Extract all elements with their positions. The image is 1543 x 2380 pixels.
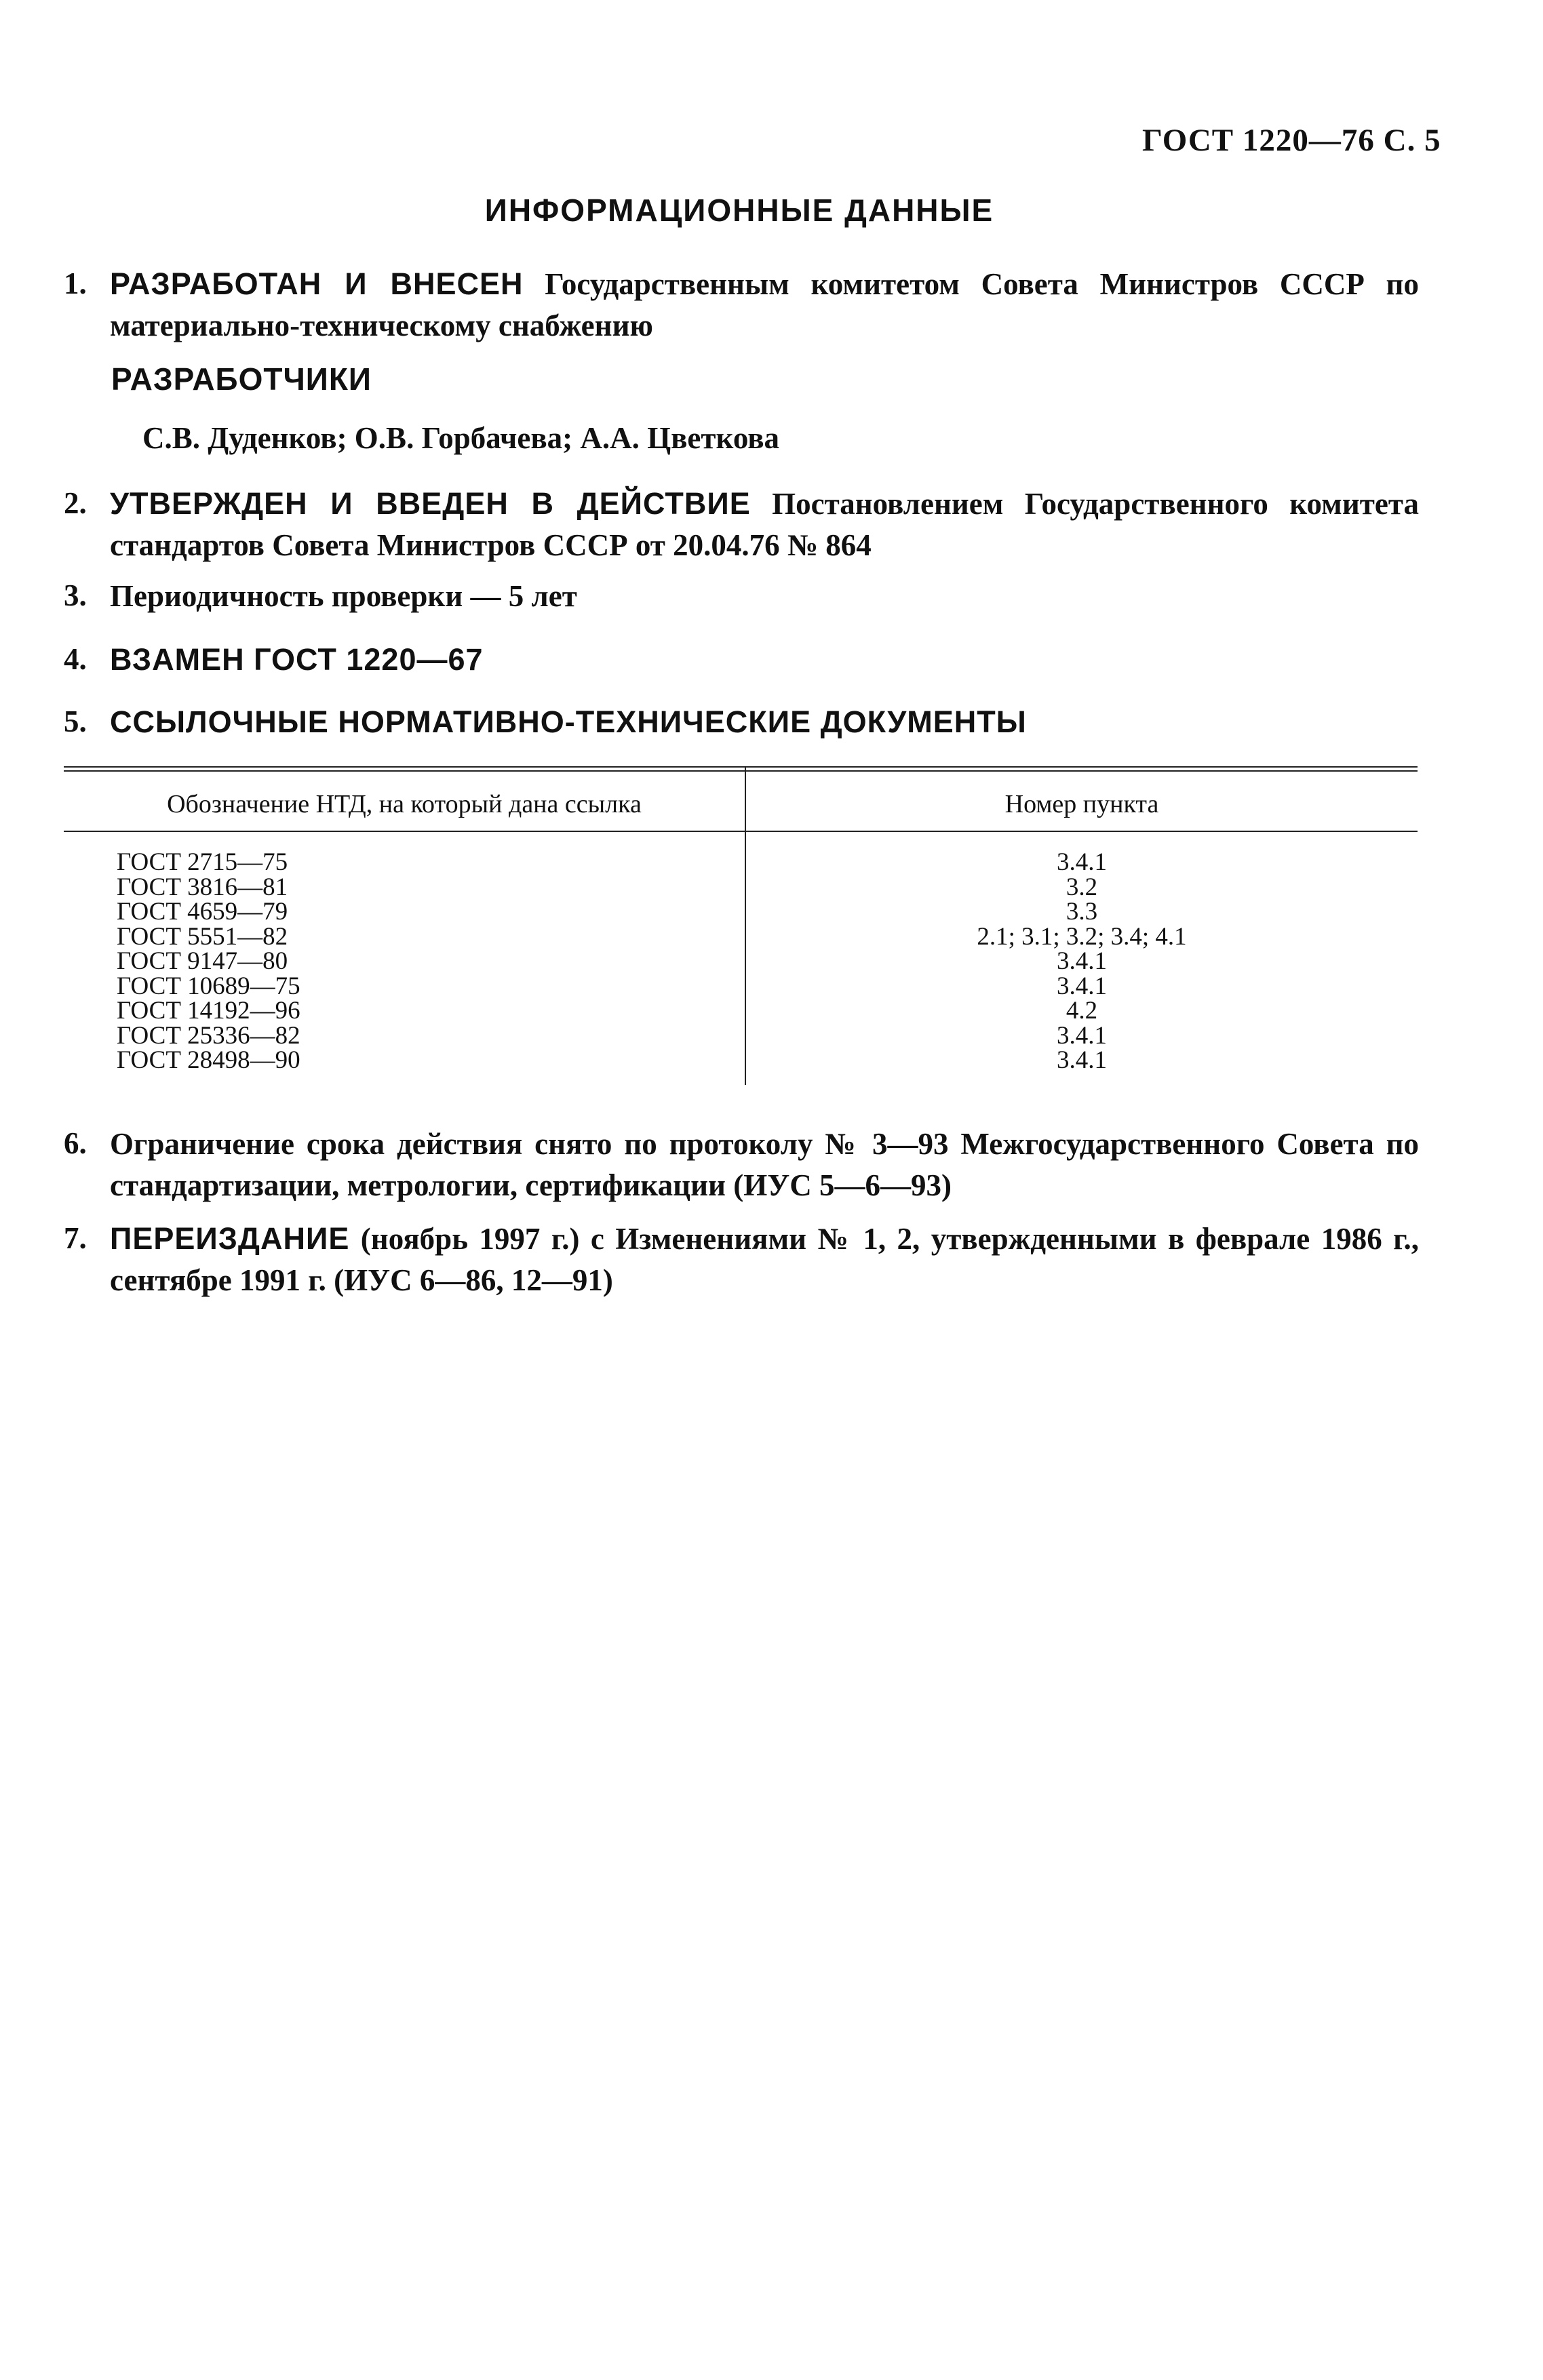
table-row	[64, 1048, 1418, 1073]
item-number: 5.	[64, 705, 87, 738]
table-cell-document: ГОСТ 4659—79	[117, 898, 288, 926]
item-lead: РАЗРАБОТАН И ВНЕСЕН	[110, 266, 524, 301]
table-header-document: Обозначение НТД, на который дана ссылка	[167, 790, 642, 818]
developers-label: РАЗРАБОТЧИКИ	[111, 361, 372, 397]
table-cell-document: ГОСТ 25336—82	[117, 1021, 300, 1050]
developers-names: С.В. Дуденков; О.В. Горбачева; А.А. Цветкова	[142, 421, 780, 455]
item-lead: ССЫЛОЧНЫЕ НОРМАТИВНО-ТЕХНИЧЕСКИЕ ДОКУМЕНТЫ	[110, 705, 1027, 739]
table-cell-document: ГОСТ 9147—80	[117, 947, 288, 975]
item-body	[110, 575, 1419, 617]
table-cell-document: ГОСТ 5551—82	[117, 922, 288, 951]
table-row	[64, 999, 1418, 1024]
table-row	[64, 974, 1418, 999]
reference-table	[64, 766, 1418, 1085]
item-body	[110, 1123, 1419, 1206]
item-text: Постановлением Государственного комитета стандартов Совета Министров СССР от 20.04.76 № 864	[110, 487, 1419, 562]
table-top-rule-inner	[64, 770, 1418, 772]
table-row	[64, 850, 1418, 875]
item-number: 2.	[64, 486, 87, 520]
table-cell-clause: 4.2	[1066, 997, 1098, 1025]
item-body	[110, 483, 1419, 566]
table-cell-document: ГОСТ 28498—90	[117, 1046, 300, 1074]
table-header-clause: Номер пункта	[1004, 790, 1159, 818]
table-cell-clause: 3.2	[1066, 873, 1098, 901]
item-body	[110, 263, 1419, 346]
item-text: Ограничение срока действия снято по протоколу № 3—93 Межгосударственного Совета по стандартизации, метрологии, сертификации (ИУС 5—6—93)	[110, 1127, 1419, 1202]
item-number: 1.	[64, 266, 87, 300]
table-cell-clause: 3.4.1	[1057, 848, 1107, 876]
table-cell-clause: 3.3	[1066, 898, 1098, 926]
table-cell-document: ГОСТ 2715—75	[117, 848, 288, 876]
table-body	[64, 850, 1418, 1073]
item-text: (ноябрь 1997 г.) с Изменениями № 1, 2, утвержденными в феврале 1986 г., сентябре 1991 г. (ИУС 6—86, 12—91)	[110, 1222, 1419, 1297]
item-lead: ВЗАМЕН ГОСТ 1220—67	[110, 642, 484, 677]
item-body	[110, 1218, 1419, 1301]
table-row	[64, 1021, 1418, 1050]
table-cell-clause: 2.1; 3.1; 3.2; 3.4; 4.1	[977, 922, 1187, 951]
table-cell-document: ГОСТ 10689—75	[117, 972, 300, 1000]
section-title: ИНФОРМАЦИОННЫЕ ДАННЫЕ	[484, 193, 994, 228]
item-number: 6.	[64, 1126, 87, 1160]
table-cell-clause: 3.4.1	[1057, 1021, 1107, 1050]
item-lead: ПЕРЕИЗДАНИЕ	[110, 1221, 350, 1256]
table-row	[64, 900, 1418, 925]
item-body	[110, 701, 1419, 743]
table-cell-document: ГОСТ 14192—96	[117, 997, 300, 1025]
running-head: ГОСТ 1220—76 С. 5	[1142, 123, 1441, 158]
item-text: Государственным комитетом Совета Министров СССР по материально-техническому снабжению	[110, 267, 1419, 342]
table-cell-clause: 3.4.1	[1057, 947, 1107, 975]
item-number: 7.	[64, 1221, 87, 1255]
table-header-rule	[64, 831, 1418, 832]
item-text: Периодичность проверки — 5 лет	[110, 579, 577, 613]
item-number: 4.	[64, 642, 87, 676]
table-top-rule	[64, 766, 1418, 768]
item-body	[110, 639, 1419, 681]
table-cell-document: ГОСТ 3816—81	[117, 873, 288, 901]
table-row	[64, 922, 1418, 951]
table-row	[64, 875, 1418, 900]
table-cell-clause: 3.4.1	[1057, 1046, 1107, 1074]
table-row	[64, 949, 1418, 974]
item-lead: УТВЕРЖДЕН И ВВЕДЕН В ДЕЙСТВИЕ	[110, 486, 751, 521]
item-number: 3.	[64, 578, 87, 612]
table-cell-clause: 3.4.1	[1057, 972, 1107, 1000]
